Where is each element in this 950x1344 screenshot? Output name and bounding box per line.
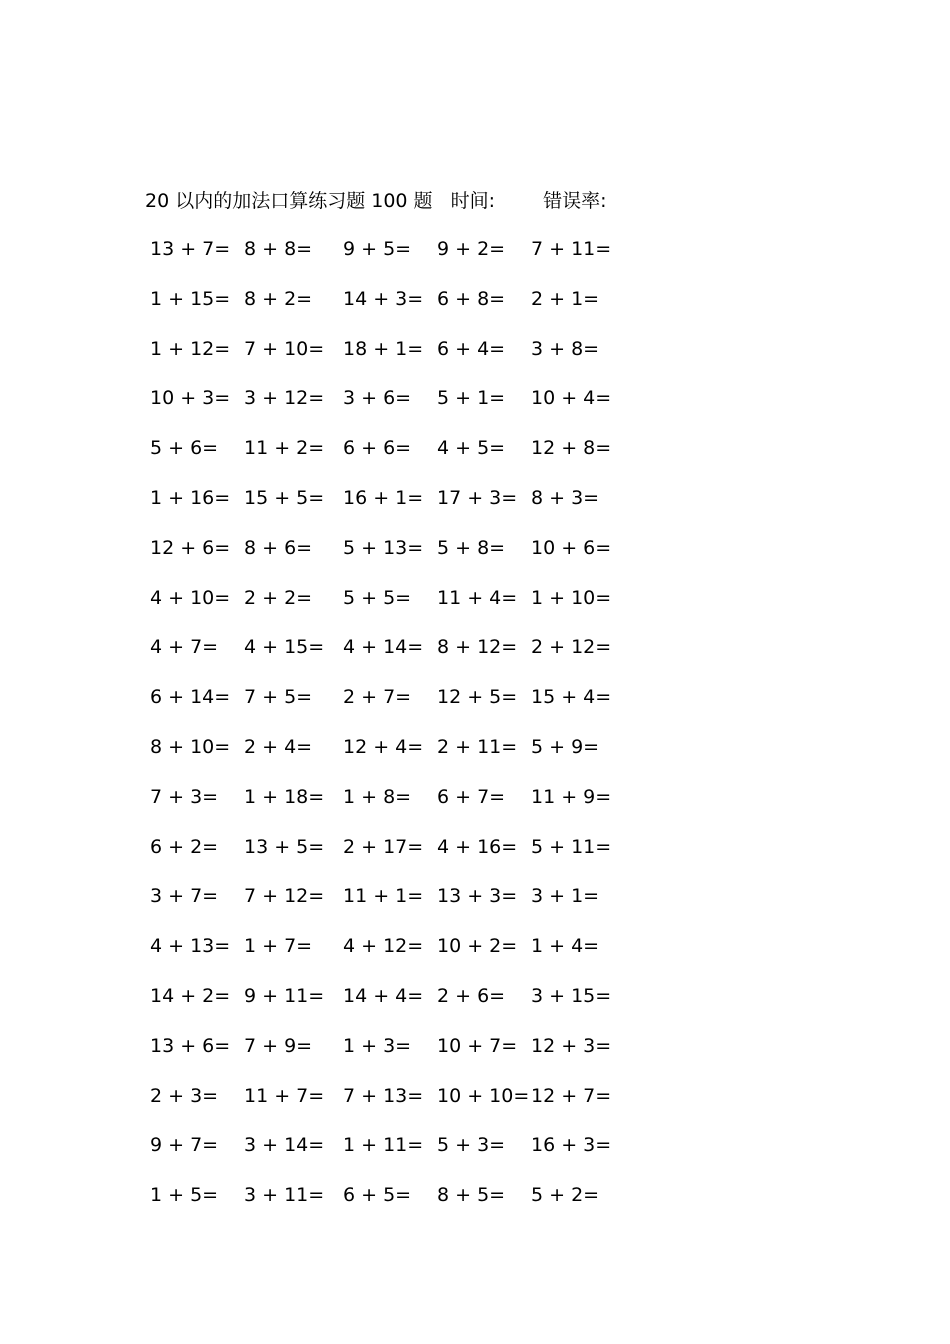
problem-row <box>150 682 670 732</box>
problem-cell: 2 + 12= <box>531 636 612 659</box>
problem-cell: 1 + 4= <box>531 935 600 958</box>
problem-cell: 7 + 10= <box>244 337 325 360</box>
problem-cell: 5 + 1= <box>437 387 506 410</box>
problem-cell: 2 + 6= <box>437 984 506 1007</box>
problem-cell: 5 + 11= <box>531 835 612 858</box>
time-label: 时间: <box>450 190 496 212</box>
problem-cell: 10 + 2= <box>437 935 518 958</box>
problem-row <box>150 433 670 483</box>
problem-cell: 1 + 11= <box>343 1134 424 1157</box>
problem-cell: 8 + 6= <box>244 536 313 559</box>
problem-cell: 1 + 3= <box>343 1034 412 1057</box>
problem-cell: 13 + 6= <box>150 1034 231 1057</box>
problem-grid <box>150 234 670 1230</box>
problem-cell: 5 + 13= <box>343 536 424 559</box>
problem-cell: 16 + 3= <box>531 1134 612 1157</box>
problem-cell: 4 + 10= <box>150 586 231 609</box>
problem-cell: 9 + 11= <box>244 984 325 1007</box>
problem-cell: 12 + 8= <box>531 437 612 460</box>
problem-cell: 8 + 8= <box>244 238 313 260</box>
problem-cell: 1 + 8= <box>343 785 412 808</box>
problem-row <box>150 732 670 782</box>
problem-cell: 14 + 2= <box>150 984 231 1007</box>
problem-cell: 6 + 8= <box>437 287 506 310</box>
problem-cell: 8 + 12= <box>437 636 518 659</box>
problem-cell: 9 + 5= <box>343 238 412 260</box>
problem-cell: 7 + 11= <box>531 238 612 260</box>
problem-cell: 3 + 1= <box>531 885 600 908</box>
problem-cell: 13 + 3= <box>437 885 518 908</box>
problem-cell: 6 + 2= <box>150 835 219 858</box>
problem-cell: 8 + 3= <box>531 486 600 509</box>
problem-cell: 2 + 7= <box>343 686 412 709</box>
problem-cell: 4 + 15= <box>244 636 325 659</box>
problem-cell: 7 + 5= <box>244 686 313 709</box>
problem-cell: 15 + 5= <box>244 486 325 509</box>
problem-cell: 14 + 4= <box>343 984 424 1007</box>
problem-cell: 5 + 3= <box>437 1134 506 1157</box>
problem-row <box>150 383 670 433</box>
problem-cell: 14 + 3= <box>343 287 424 310</box>
problem-cell: 2 + 3= <box>150 1084 219 1107</box>
problem-cell: 12 + 7= <box>531 1084 612 1107</box>
problem-cell: 3 + 7= <box>150 885 219 908</box>
problem-cell: 10 + 10= <box>437 1084 530 1107</box>
problem-cell: 11 + 2= <box>244 437 325 460</box>
problem-cell: 5 + 2= <box>531 1184 600 1207</box>
worksheet-title: 20 以内的加法口算练习题 100 题 <box>145 190 433 212</box>
problem-cell: 3 + 11= <box>244 1184 325 1207</box>
problem-cell: 7 + 3= <box>150 785 219 808</box>
problem-cell: 15 + 4= <box>531 686 612 709</box>
problem-cell: 7 + 12= <box>244 885 325 908</box>
problem-cell: 3 + 6= <box>343 387 412 410</box>
problem-cell: 1 + 18= <box>244 785 325 808</box>
problem-cell: 6 + 4= <box>437 337 506 360</box>
problem-row <box>150 881 670 931</box>
problem-cell: 3 + 14= <box>244 1134 325 1157</box>
problem-row <box>150 334 670 384</box>
problem-cell: 2 + 2= <box>244 586 313 609</box>
problem-cell: 8 + 5= <box>437 1184 506 1207</box>
problem-row <box>150 1081 670 1131</box>
problem-cell: 18 + 1= <box>343 337 424 360</box>
problem-cell: 13 + 7= <box>150 238 231 260</box>
problem-cell: 2 + 17= <box>343 835 424 858</box>
problem-cell: 11 + 7= <box>244 1084 325 1107</box>
problem-cell: 1 + 12= <box>150 337 231 360</box>
error-rate-label: 错误率: <box>543 190 607 212</box>
problem-cell: 6 + 5= <box>343 1184 412 1207</box>
problem-cell: 5 + 6= <box>150 437 219 460</box>
problem-cell: 1 + 5= <box>150 1184 219 1207</box>
problem-row <box>150 782 670 832</box>
problem-cell: 1 + 15= <box>150 287 231 310</box>
problem-cell: 12 + 4= <box>343 735 424 758</box>
problem-row <box>150 1031 670 1081</box>
problem-cell: 11 + 9= <box>531 785 612 808</box>
problem-cell: 4 + 16= <box>437 835 518 858</box>
problem-cell: 8 + 2= <box>244 287 313 310</box>
problem-cell: 3 + 8= <box>531 337 600 360</box>
problem-cell: 6 + 6= <box>343 437 412 460</box>
problem-cell: 4 + 13= <box>150 935 231 958</box>
problem-row <box>150 981 670 1031</box>
problem-cell: 5 + 5= <box>343 586 412 609</box>
problem-row <box>150 632 670 682</box>
problem-row <box>150 832 670 882</box>
problem-cell: 12 + 5= <box>437 686 518 709</box>
problem-cell: 2 + 1= <box>531 287 600 310</box>
problem-cell: 2 + 4= <box>244 735 313 758</box>
problem-row <box>150 483 670 533</box>
problem-cell: 12 + 6= <box>150 536 231 559</box>
problem-row <box>150 234 670 284</box>
problem-cell: 8 + 10= <box>150 735 231 758</box>
problem-cell: 4 + 5= <box>437 437 506 460</box>
problem-row <box>150 284 670 334</box>
problem-cell: 10 + 6= <box>531 536 612 559</box>
problem-cell: 7 + 9= <box>244 1034 313 1057</box>
problem-cell: 11 + 1= <box>343 885 424 908</box>
problem-row <box>150 533 670 583</box>
problem-cell: 6 + 14= <box>150 686 231 709</box>
problem-row <box>150 1180 670 1230</box>
problem-cell: 5 + 8= <box>437 536 506 559</box>
problem-cell: 4 + 7= <box>150 636 219 659</box>
problem-row <box>150 583 670 633</box>
problem-cell: 1 + 7= <box>244 935 313 958</box>
problem-cell: 13 + 5= <box>244 835 325 858</box>
problem-row <box>150 1130 670 1180</box>
problem-cell: 3 + 12= <box>244 387 325 410</box>
problem-cell: 5 + 9= <box>531 735 600 758</box>
problem-cell: 7 + 13= <box>343 1084 424 1107</box>
problem-cell: 3 + 15= <box>531 984 612 1007</box>
problem-cell: 10 + 3= <box>150 387 231 410</box>
problem-row <box>150 931 670 981</box>
problem-cell: 10 + 4= <box>531 387 612 410</box>
problem-cell: 4 + 12= <box>343 935 424 958</box>
problem-cell: 2 + 11= <box>437 735 518 758</box>
problem-cell: 10 + 7= <box>437 1034 518 1057</box>
problem-cell: 1 + 10= <box>531 586 612 609</box>
problem-cell: 4 + 14= <box>343 636 424 659</box>
problem-cell: 16 + 1= <box>343 486 424 509</box>
worksheet-header <box>145 186 606 216</box>
problem-cell: 1 + 16= <box>150 486 231 509</box>
problem-cell: 6 + 7= <box>437 785 506 808</box>
problem-cell: 11 + 4= <box>437 586 518 609</box>
problem-cell: 12 + 3= <box>531 1034 612 1057</box>
problem-cell: 9 + 7= <box>150 1134 219 1157</box>
problem-cell: 9 + 2= <box>437 238 506 260</box>
problem-cell: 17 + 3= <box>437 486 518 509</box>
